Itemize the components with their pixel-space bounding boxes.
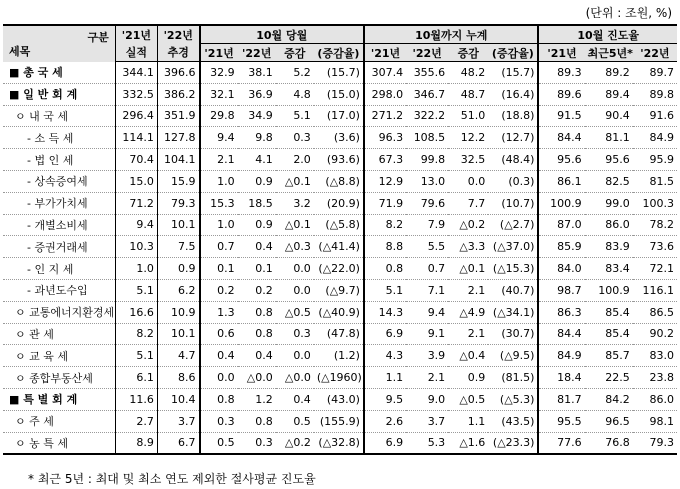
cell-value: 346.7 xyxy=(406,83,448,105)
row-label: - 소 득 세 xyxy=(3,127,115,149)
cell-value: 2.7 xyxy=(115,410,157,432)
cell-value: 10.9 xyxy=(157,301,199,323)
row-label: - 증권거래세 xyxy=(3,236,115,258)
cell-value: 89.7 xyxy=(633,62,677,84)
cell-value: △0.5 xyxy=(276,301,314,323)
cell-value: △0.1 xyxy=(448,258,488,280)
cell-value: 2.1 xyxy=(448,279,488,301)
table-row xyxy=(3,62,677,84)
cell-value: 29.8 xyxy=(200,105,238,127)
cell-value: (△41.4) xyxy=(314,236,364,258)
cell-value: 32.1 xyxy=(200,83,238,105)
cell-value: 85.7 xyxy=(585,345,633,367)
cell-value: 16.6 xyxy=(115,301,157,323)
cell-value: 0.0 xyxy=(200,367,238,389)
cell-value: 48.2 xyxy=(448,62,488,84)
header-oct-21: '21년 xyxy=(200,44,238,62)
cell-value: 332.5 xyxy=(115,83,157,105)
cell-value: 32.5 xyxy=(448,149,488,171)
table-row xyxy=(3,279,677,301)
cell-value: 0.4 xyxy=(200,345,238,367)
row-label: ■ 특 별 회 계 xyxy=(3,388,115,410)
cell-value: 104.1 xyxy=(157,149,199,171)
cell-value: 89.2 xyxy=(585,62,633,84)
cell-value: 22.5 xyxy=(585,367,633,389)
cell-value: (△22.0) xyxy=(314,258,364,280)
cell-value: 2.1 xyxy=(200,149,238,171)
cell-value: 0.9 xyxy=(157,258,199,280)
cell-value: 1.3 xyxy=(200,301,238,323)
table-row xyxy=(3,105,677,127)
cell-value: 13.0 xyxy=(406,170,448,192)
header-oct-diff: 증감 xyxy=(276,44,314,62)
cell-value: 86.3 xyxy=(538,301,584,323)
cell-value: 396.6 xyxy=(157,62,199,84)
header-oct-rate: (증감율) xyxy=(314,44,364,62)
cell-value: 34.9 xyxy=(238,105,276,127)
header-group-progress: 10월 진도율 xyxy=(538,25,677,44)
cell-value: 3.9 xyxy=(406,345,448,367)
tax-revenue-table xyxy=(3,24,677,455)
cell-value: 0.0 xyxy=(276,345,314,367)
header-prog-21: '21년 xyxy=(538,44,584,62)
cell-value: (3.6) xyxy=(314,127,364,149)
table-row xyxy=(3,192,677,214)
cell-value: 81.7 xyxy=(538,388,584,410)
cell-value: 98.1 xyxy=(633,410,677,432)
cell-value: 8.8 xyxy=(364,236,406,258)
cell-value: 0.0 xyxy=(276,258,314,280)
cell-value: (△23.3) xyxy=(488,432,538,454)
cell-value: 48.7 xyxy=(448,83,488,105)
unit-label: (단위 : 조원, %) xyxy=(585,6,672,20)
cell-value: 0.4 xyxy=(276,388,314,410)
cell-value: 8.9 xyxy=(115,432,157,454)
cell-value: 99.0 xyxy=(585,192,633,214)
cell-value: 8.2 xyxy=(364,214,406,236)
cell-value: 76.8 xyxy=(585,432,633,454)
cell-value: 9.8 xyxy=(238,127,276,149)
cell-value: (1.2) xyxy=(314,345,364,367)
cell-value: (12.7) xyxy=(488,127,538,149)
cell-value: 0.6 xyxy=(200,323,238,345)
cell-value: (15.7) xyxy=(488,62,538,84)
cell-value: (15.7) xyxy=(314,62,364,84)
cell-value: 7.1 xyxy=(406,279,448,301)
cell-value: 84.4 xyxy=(538,323,584,345)
cell-value: 86.5 xyxy=(633,301,677,323)
row-label: - 부가가치세 xyxy=(3,192,115,214)
cell-value: 7.7 xyxy=(448,192,488,214)
cell-value: 1.0 xyxy=(200,170,238,192)
cell-value: 4.1 xyxy=(238,149,276,171)
cell-value: 18.5 xyxy=(238,192,276,214)
cell-value: 10.1 xyxy=(157,214,199,236)
header-group-oct: 10월 당월 xyxy=(200,25,364,44)
cell-value: 100.9 xyxy=(585,279,633,301)
cell-value: 3.7 xyxy=(157,410,199,432)
cell-value: 36.9 xyxy=(238,83,276,105)
cell-value: △1.6 xyxy=(448,432,488,454)
cell-value: 10.4 xyxy=(157,388,199,410)
cell-value: 83.0 xyxy=(633,345,677,367)
cell-value: 0.0 xyxy=(276,279,314,301)
header-category: 구분 xyxy=(87,31,109,44)
row-label: - 법 인 세 xyxy=(3,149,115,171)
cell-value: 18.4 xyxy=(538,367,584,389)
row-label: ㅇ 내 국 세 xyxy=(3,105,115,127)
cell-value: 6.9 xyxy=(364,323,406,345)
cell-value: △4.9 xyxy=(448,301,488,323)
cell-value: 322.2 xyxy=(406,105,448,127)
cell-value: 7.5 xyxy=(157,236,199,258)
cell-value: 95.6 xyxy=(538,149,584,171)
cell-value: 14.3 xyxy=(364,301,406,323)
cell-value: 82.5 xyxy=(585,170,633,192)
cell-value: (△9.5) xyxy=(488,345,538,367)
cell-value: 0.8 xyxy=(238,301,276,323)
cell-value: △0.4 xyxy=(448,345,488,367)
header-group-cum: 10월까지 누계 xyxy=(364,25,539,44)
cell-value: 7.9 xyxy=(406,214,448,236)
cell-value: 83.4 xyxy=(585,258,633,280)
cell-value: 85.4 xyxy=(585,301,633,323)
header-cum-21: '21년 xyxy=(364,44,406,62)
cell-value: 85.9 xyxy=(538,236,584,258)
cell-value: 0.9 xyxy=(448,367,488,389)
cell-value: 96.5 xyxy=(585,410,633,432)
cell-value: 9.4 xyxy=(200,127,238,149)
cell-value: 127.8 xyxy=(157,127,199,149)
cell-value: 386.2 xyxy=(157,83,199,105)
cell-value: 23.8 xyxy=(633,367,677,389)
cell-value: 9.1 xyxy=(406,323,448,345)
cell-value: (20.9) xyxy=(314,192,364,214)
cell-value: 2.0 xyxy=(276,149,314,171)
cell-value: 89.8 xyxy=(633,83,677,105)
cell-value: 0.1 xyxy=(200,258,238,280)
cell-value: 73.6 xyxy=(633,236,677,258)
header-cum-diff: 증감 xyxy=(448,44,488,62)
cell-value: 8.6 xyxy=(157,367,199,389)
cell-value: △0.2 xyxy=(276,432,314,454)
cell-value: 90.4 xyxy=(585,105,633,127)
cell-value: 95.5 xyxy=(538,410,584,432)
cell-value: 0.3 xyxy=(238,432,276,454)
cell-value: 79.3 xyxy=(633,432,677,454)
table-row xyxy=(3,214,677,236)
cell-value: 100.9 xyxy=(538,192,584,214)
cell-value: 15.9 xyxy=(157,170,199,192)
cell-value: 116.1 xyxy=(633,279,677,301)
cell-value: 51.0 xyxy=(448,105,488,127)
cell-value: (10.7) xyxy=(488,192,538,214)
cell-value: 86.1 xyxy=(538,170,584,192)
cell-value: (△32.8) xyxy=(314,432,364,454)
cell-value: 271.2 xyxy=(364,105,406,127)
cell-value: 67.3 xyxy=(364,149,406,171)
header-oct-22: '22년 xyxy=(238,44,276,62)
header-22-bottom: 추경 xyxy=(157,44,199,62)
cell-value: 95.6 xyxy=(585,149,633,171)
cell-value: 1.1 xyxy=(448,410,488,432)
cell-value: 84.4 xyxy=(538,127,584,149)
cell-value: (17.0) xyxy=(314,105,364,127)
table-row xyxy=(3,388,677,410)
header-cum-rate: (증감율) xyxy=(488,44,538,62)
row-label: ㅇ 주 세 xyxy=(3,410,115,432)
cell-value: (47.8) xyxy=(314,323,364,345)
cell-value: 4.7 xyxy=(157,345,199,367)
cell-value: (43.0) xyxy=(314,388,364,410)
table-row xyxy=(3,301,677,323)
cell-value: (40.7) xyxy=(488,279,538,301)
cell-value: 6.7 xyxy=(157,432,199,454)
cell-value: 81.5 xyxy=(633,170,677,192)
row-label: - 인 지 세 xyxy=(3,258,115,280)
cell-value: 89.3 xyxy=(538,62,584,84)
table-row xyxy=(3,323,677,345)
cell-value: 5.1 xyxy=(364,279,406,301)
cell-value: 296.4 xyxy=(115,105,157,127)
cell-value: 70.4 xyxy=(115,149,157,171)
cell-value: (81.5) xyxy=(488,367,538,389)
cell-value: 1.1 xyxy=(364,367,406,389)
cell-value: 8.2 xyxy=(115,323,157,345)
cell-value: 5.2 xyxy=(276,62,314,84)
cell-value: (△9.7) xyxy=(314,279,364,301)
cell-value: (155.9) xyxy=(314,410,364,432)
cell-value: 77.6 xyxy=(538,432,584,454)
cell-value: (△5.3) xyxy=(488,388,538,410)
cell-value: 99.8 xyxy=(406,149,448,171)
cell-value: △0.1 xyxy=(276,170,314,192)
cell-value: 0.9 xyxy=(238,214,276,236)
cell-value: 0.8 xyxy=(238,323,276,345)
cell-value: 90.2 xyxy=(633,323,677,345)
cell-value: 12.2 xyxy=(448,127,488,149)
cell-value: 3.7 xyxy=(406,410,448,432)
cell-value: 86.0 xyxy=(585,214,633,236)
cell-value: 5.3 xyxy=(406,432,448,454)
cell-value: 32.9 xyxy=(200,62,238,84)
cell-value: 6.9 xyxy=(364,432,406,454)
cell-value: 71.2 xyxy=(115,192,157,214)
table-row xyxy=(3,367,677,389)
cell-value: 84.9 xyxy=(538,345,584,367)
table-row xyxy=(3,345,677,367)
row-label: ■ 총 국 세 xyxy=(3,62,115,84)
cell-value: 307.4 xyxy=(364,62,406,84)
cell-value: 84.0 xyxy=(538,258,584,280)
cell-value: 83.9 xyxy=(585,236,633,258)
cell-value: 344.1 xyxy=(115,62,157,84)
cell-value: 5.5 xyxy=(406,236,448,258)
cell-value: 10.3 xyxy=(115,236,157,258)
cell-value: 38.1 xyxy=(238,62,276,84)
cell-value: 351.9 xyxy=(157,105,199,127)
cell-value: 0.4 xyxy=(238,236,276,258)
table-row xyxy=(3,258,677,280)
cell-value: 6.2 xyxy=(157,279,199,301)
cell-value: 100.3 xyxy=(633,192,677,214)
cell-value: 0.2 xyxy=(200,279,238,301)
cell-value: (16.4) xyxy=(488,83,538,105)
cell-value: (0.3) xyxy=(488,170,538,192)
row-label: ㅇ 교통에너지환경세 xyxy=(3,301,115,323)
cell-value: △3.3 xyxy=(448,236,488,258)
cell-value: (△37.0) xyxy=(488,236,538,258)
row-label: - 과년도수입 xyxy=(3,279,115,301)
table-row xyxy=(3,149,677,171)
cell-value: 9.4 xyxy=(115,214,157,236)
cell-value: 0.5 xyxy=(276,410,314,432)
cell-value: 6.1 xyxy=(115,367,157,389)
cell-value: 89.6 xyxy=(538,83,584,105)
cell-value: 1.2 xyxy=(238,388,276,410)
header-prog-22: '22년 xyxy=(633,44,677,62)
table-row xyxy=(3,432,677,454)
cell-value: 0.5 xyxy=(200,432,238,454)
cell-value: 1.0 xyxy=(200,214,238,236)
cell-value: 95.9 xyxy=(633,149,677,171)
cell-value: (30.7) xyxy=(488,323,538,345)
cell-value: 15.3 xyxy=(200,192,238,214)
cell-value: 71.9 xyxy=(364,192,406,214)
cell-value: △0.0 xyxy=(276,367,314,389)
cell-value: 5.1 xyxy=(115,345,157,367)
table-row xyxy=(3,410,677,432)
table-row xyxy=(3,236,677,258)
cell-value: 72.1 xyxy=(633,258,677,280)
row-label: ㅇ 교 육 세 xyxy=(3,345,115,367)
cell-value: 0.7 xyxy=(406,258,448,280)
cell-value: 114.1 xyxy=(115,127,157,149)
cell-value: 2.1 xyxy=(406,367,448,389)
cell-value: (△8.8) xyxy=(314,170,364,192)
cell-value: 0.3 xyxy=(276,127,314,149)
cell-value: 1.0 xyxy=(115,258,157,280)
cell-value: 2.6 xyxy=(364,410,406,432)
cell-value: (△34.1) xyxy=(488,301,538,323)
cell-value: 9.4 xyxy=(406,301,448,323)
cell-value: 0.8 xyxy=(364,258,406,280)
cell-value: 0.7 xyxy=(200,236,238,258)
table-row xyxy=(3,83,677,105)
cell-value: 5.1 xyxy=(276,105,314,127)
cell-value: 79.3 xyxy=(157,192,199,214)
header-22-top: '22년 xyxy=(157,25,199,44)
cell-value: △0.3 xyxy=(276,236,314,258)
cell-value: 98.7 xyxy=(538,279,584,301)
cell-value: 91.6 xyxy=(633,105,677,127)
cell-value: 78.2 xyxy=(633,214,677,236)
cell-value: (△5.8) xyxy=(314,214,364,236)
cell-value: (△1960) xyxy=(314,367,364,389)
cell-value: 0.4 xyxy=(238,345,276,367)
row-label: - 개별소비세 xyxy=(3,214,115,236)
cell-value: △0.5 xyxy=(448,388,488,410)
cell-value: 79.6 xyxy=(406,192,448,214)
header-cum-22: '22년 xyxy=(406,44,448,62)
cell-value: 0.2 xyxy=(238,279,276,301)
cell-value: 0.1 xyxy=(238,258,276,280)
cell-value: 108.5 xyxy=(406,127,448,149)
row-label: ■ 일 반 회 계 xyxy=(3,83,115,105)
header-item: 세목 xyxy=(9,44,31,58)
cell-value: 11.6 xyxy=(115,388,157,410)
row-label: - 상속증여세 xyxy=(3,170,115,192)
cell-value: (△2.7) xyxy=(488,214,538,236)
cell-value: (18.8) xyxy=(488,105,538,127)
cell-value: 96.3 xyxy=(364,127,406,149)
cell-value: 4.3 xyxy=(364,345,406,367)
cell-value: 3.2 xyxy=(276,192,314,214)
cell-value: 91.5 xyxy=(538,105,584,127)
cell-value: 9.5 xyxy=(364,388,406,410)
header-21-top: '21년 xyxy=(115,25,157,44)
cell-value: △0.1 xyxy=(276,214,314,236)
cell-value: 89.4 xyxy=(585,83,633,105)
cell-value: 0.3 xyxy=(200,410,238,432)
cell-value: 0.3 xyxy=(276,323,314,345)
cell-value: 2.1 xyxy=(448,323,488,345)
cell-value: △0.0 xyxy=(238,367,276,389)
header-21-bottom: 실적 xyxy=(115,44,157,62)
cell-value: 4.8 xyxy=(276,83,314,105)
header-category-cell xyxy=(3,25,115,62)
cell-value: 15.0 xyxy=(115,170,157,192)
cell-value: (48.4) xyxy=(488,149,538,171)
cell-value: 87.0 xyxy=(538,214,584,236)
cell-value: △0.2 xyxy=(448,214,488,236)
cell-value: 10.1 xyxy=(157,323,199,345)
row-label: ㅇ 종합부동산세 xyxy=(3,367,115,389)
footnote: * 최근 5년 : 최대 및 최소 연도 제외한 절사평균 진도율 xyxy=(28,472,316,486)
cell-value: 86.0 xyxy=(633,388,677,410)
cell-value: 12.9 xyxy=(364,170,406,192)
cell-value: 0.8 xyxy=(200,388,238,410)
cell-value: (△40.9) xyxy=(314,301,364,323)
cell-value: 9.0 xyxy=(406,388,448,410)
cell-value: 0.0 xyxy=(448,170,488,192)
cell-value: 355.6 xyxy=(406,62,448,84)
cell-value: 81.1 xyxy=(585,127,633,149)
cell-value: 85.4 xyxy=(585,323,633,345)
cell-value: 298.0 xyxy=(364,83,406,105)
table-row xyxy=(3,127,677,149)
header-prog-5yr: 최근5년* xyxy=(585,44,633,62)
cell-value: 0.8 xyxy=(238,410,276,432)
row-label: ㅇ 농 특 세 xyxy=(3,432,115,454)
cell-value: (15.0) xyxy=(314,83,364,105)
cell-value: (△15.3) xyxy=(488,258,538,280)
cell-value: 84.2 xyxy=(585,388,633,410)
cell-value: 5.1 xyxy=(115,279,157,301)
table-row xyxy=(3,170,677,192)
cell-value: 0.9 xyxy=(238,170,276,192)
cell-value: (93.6) xyxy=(314,149,364,171)
cell-value: 84.9 xyxy=(633,127,677,149)
cell-value: (43.5) xyxy=(488,410,538,432)
row-label: ㅇ 관 세 xyxy=(3,323,115,345)
